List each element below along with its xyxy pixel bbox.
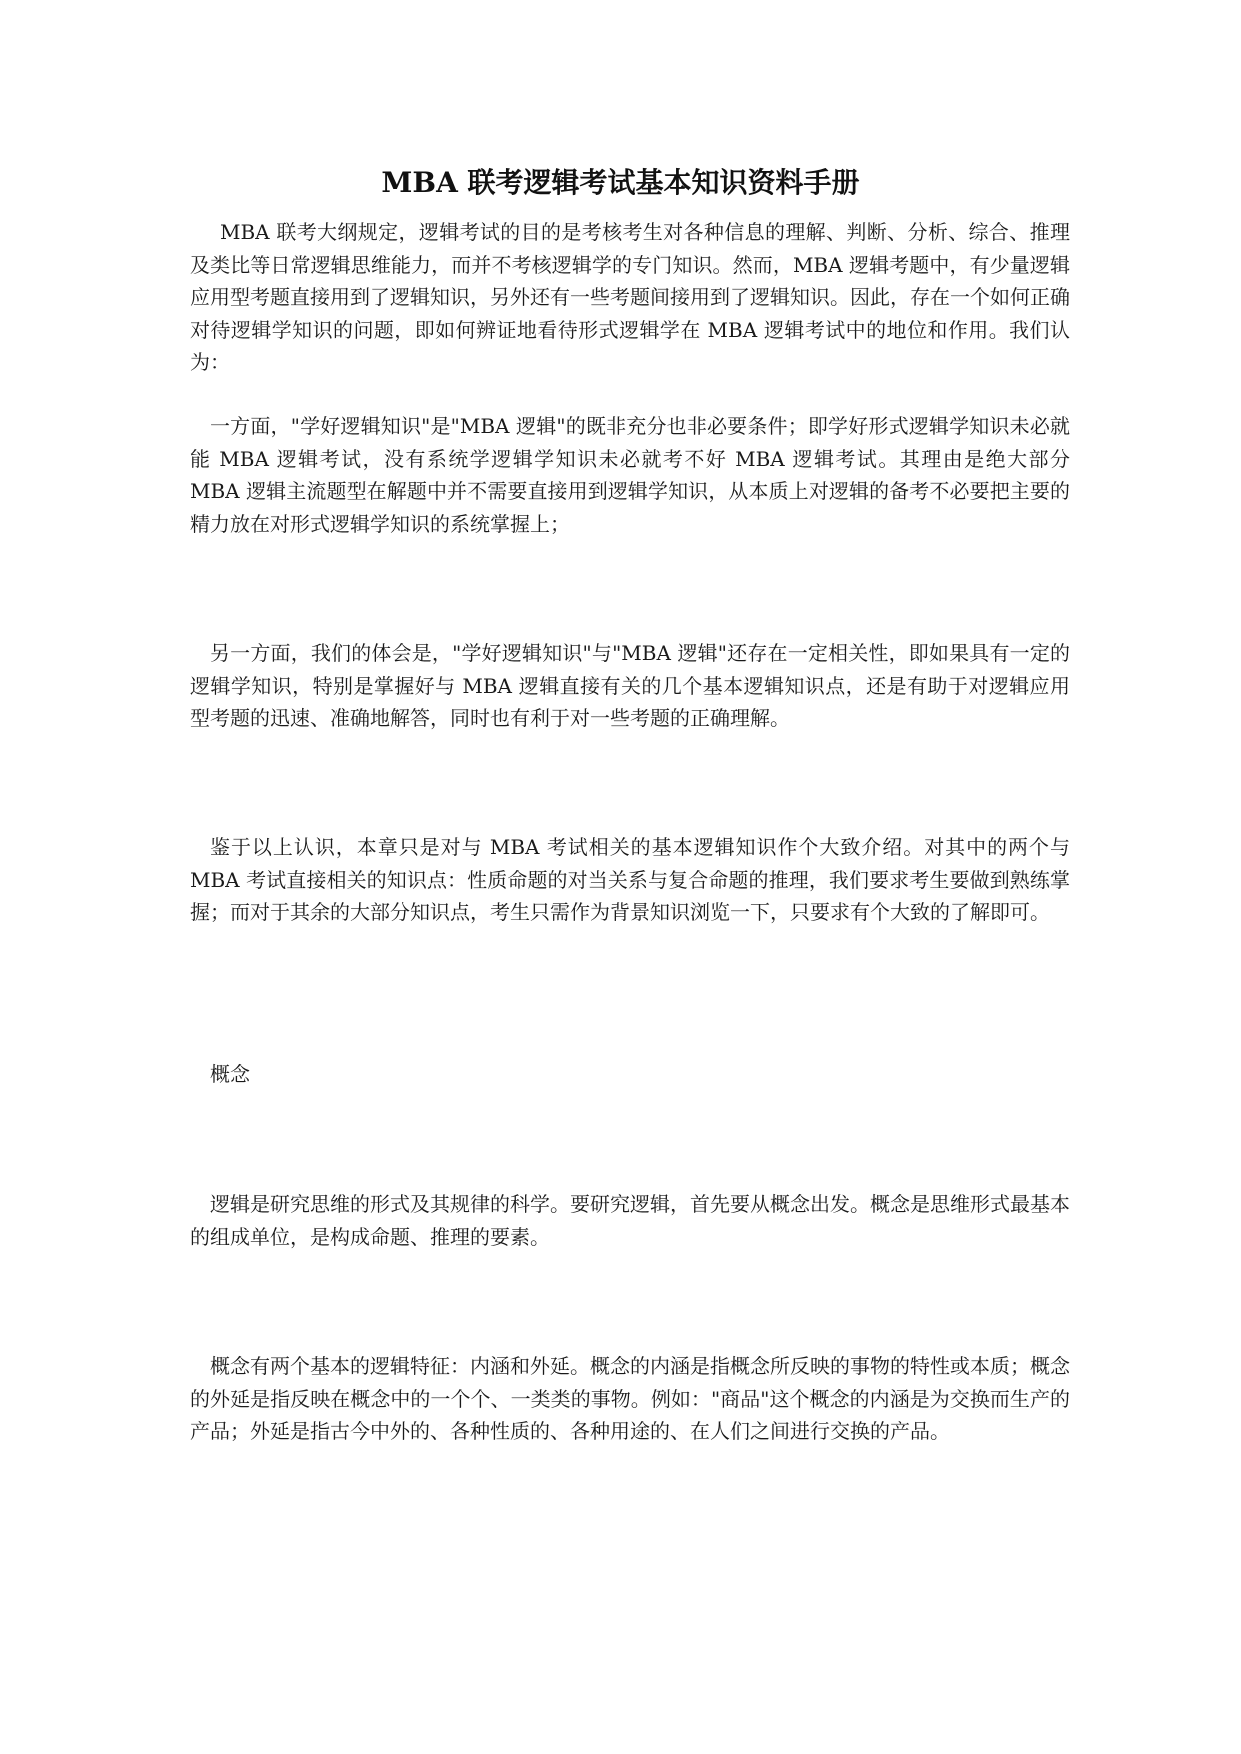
paragraph-intro: MBA 联考大纲规定，逻辑考试的目的是考核考生对各种信息的理解、判断、分析、综合、推理及类比等日常逻辑思维能力，而并不考核逻辑学的专门知识。然而，MBA 逻辑考题中，有少量逻辑应用型考题直接用到了逻辑知识，另外还有一些考题间接用到了逻辑知识。因此，存在一个如何正确对待逻辑学知识的问题，即如何辨证地看待形式逻辑学在 MBA 逻辑考试中的地位和作用。我们认为： xyxy=(190,220,1070,374)
section-heading-concept: 概念 xyxy=(210,1062,250,1086)
paragraph-chapter-scope: 鉴于以上认识，本章只是对与 MBA 考试相关的基本逻辑知识作个大致介绍。对其中的两个与 MBA 考试直接相关的知识点：性质命题的对当关系与复合命题的推理，我们要求考生要做到熟练掌握；而对于其余的大部分知识点，考生只需作为背景知识浏览一下，只要求有个大致的了解即可。 xyxy=(190,835,1070,924)
paragraph-concept-features: 概念有两个基本的逻辑特征：内涵和外延。概念的内涵是指概念所反映的事物的特性或本质；概念的外延是指反映在概念中的一个个、一类类的事物。例如："商品"这个概念的内涵是为交换而生产的产品；外延是指古今中外的、各种性质的、各种用途的、在人们之间进行交换的产品。 xyxy=(190,1354,1070,1443)
paragraph-logic-definition: 逻辑是研究思维的形式及其规律的科学。要研究逻辑，首先要从概念出发。概念是思维形式最基本的组成单位，是构成命题、推理的要素。 xyxy=(190,1192,1070,1249)
paragraph-first-aspect: 一方面，"学好逻辑知识"是"MBA 逻辑"的既非充分也非必要条件；即学好形式逻辑学知识未必就能 MBA 逻辑考试，没有系统学逻辑学知识未必就考不好 MBA 逻辑考试。其理由是绝大部分 MBA 逻辑主流题型在解题中并不需要直接用到逻辑学知识，从本质上对逻辑的备考不必要把主要的精力放在对形式逻辑学知识的系统掌握上； xyxy=(190,414,1070,536)
document-title: MBA 联考逻辑考试基本知识资料手册 xyxy=(381,166,860,199)
paragraph-second-aspect: 另一方面，我们的体会是，"学好逻辑知识"与"MBA 逻辑"还存在一定相关性，即如果具有一定的逻辑学知识，特别是掌握好与 MBA 逻辑直接有关的几个基本逻辑知识点，还是有助于对逻辑应用型考题的迅速、准确地解答，同时也有利于对一些考题的正确理解。 xyxy=(190,641,1070,730)
